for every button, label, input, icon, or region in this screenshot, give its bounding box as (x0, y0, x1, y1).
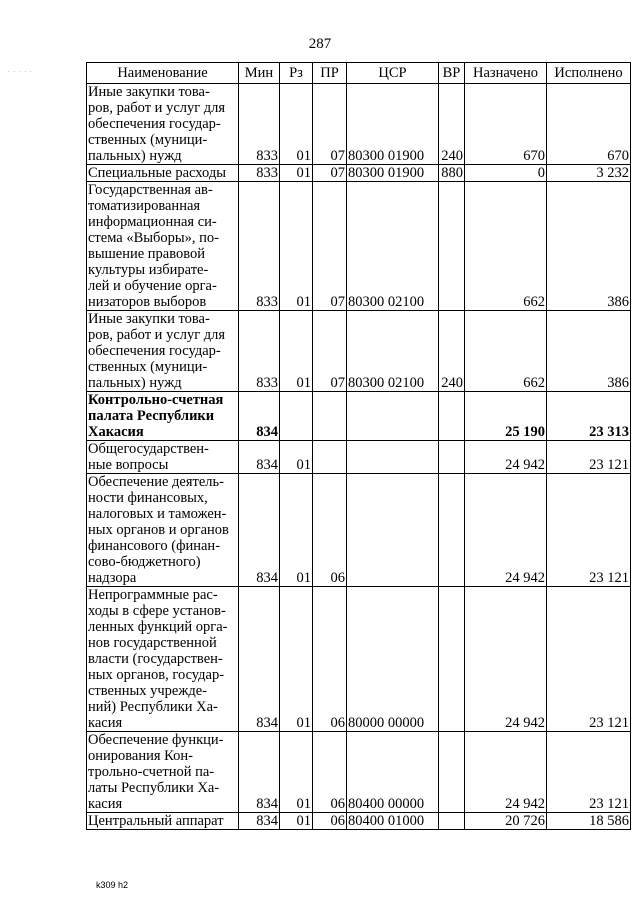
cell-vr (439, 587, 465, 732)
header-pr: ПР (313, 63, 347, 84)
cell-vr: 240 (439, 84, 465, 165)
cell-min: 833 (239, 165, 280, 182)
cell-assigned: 670 (465, 84, 547, 165)
cell-assigned: 24 942 (465, 732, 547, 813)
cell-rz: 01 (280, 165, 313, 182)
header-executed: Исполнено (547, 63, 631, 84)
cell-executed: 3 232 (547, 165, 631, 182)
cell-assigned: 662 (465, 311, 547, 392)
table-row (87, 474, 631, 587)
cell-rz: 01 (280, 813, 313, 830)
cell-rz: 01 (280, 441, 313, 474)
cell-executed: 386 (547, 182, 631, 311)
cell-csr: 80300 02100 (347, 182, 439, 311)
cell-min: 834 (239, 474, 280, 587)
cell-csr: 80300 01900 (347, 84, 439, 165)
cell-vr: 240 (439, 311, 465, 392)
cell-executed: 670 (547, 84, 631, 165)
header-name: Наименование (87, 63, 239, 84)
footer-code: k309 h2 (96, 880, 129, 890)
cell-csr: 80400 01000 (347, 813, 439, 830)
cell-pr: 07 (313, 311, 347, 392)
budget-table (86, 62, 631, 830)
cell-assigned: 24 942 (465, 441, 547, 474)
cell-vr (439, 732, 465, 813)
cell-pr: 07 (313, 165, 347, 182)
table-row (87, 587, 631, 732)
cell-pr: 06 (313, 732, 347, 813)
cell-executed: 23 121 (547, 587, 631, 732)
cell-min: 834 (239, 813, 280, 830)
table-body (87, 84, 631, 830)
cell-min: 834 (239, 732, 280, 813)
cell-pr (313, 392, 347, 441)
cell-min: 834 (239, 392, 280, 441)
cell-executed: 23 313 (547, 392, 631, 441)
table-row (87, 84, 631, 165)
cell-vr (439, 441, 465, 474)
cell-min: 833 (239, 84, 280, 165)
cell-min: 833 (239, 182, 280, 311)
cell-csr: 80300 01900 (347, 165, 439, 182)
cell-name: Контрольно-счетная палата Республики Хакасия (87, 392, 239, 441)
header-row (87, 63, 631, 84)
cell-assigned: 24 942 (465, 587, 547, 732)
cell-assigned: 25 190 (465, 392, 547, 441)
table-row (87, 441, 631, 474)
cell-vr (439, 182, 465, 311)
cell-rz: 01 (280, 311, 313, 392)
cell-rz: 01 (280, 587, 313, 732)
table-row (87, 165, 631, 182)
cell-executed: 23 121 (547, 441, 631, 474)
header-min: Мин (239, 63, 280, 84)
cell-csr (347, 441, 439, 474)
cell-executed: 23 121 (547, 732, 631, 813)
table-row (87, 311, 631, 392)
cell-csr (347, 474, 439, 587)
cell-pr: 07 (313, 84, 347, 165)
cell-rz: 01 (280, 84, 313, 165)
cell-assigned: 0 (465, 165, 547, 182)
cell-name: Центральный аппарат (87, 813, 239, 830)
cell-executed: 386 (547, 311, 631, 392)
header-rz: Рз (280, 63, 313, 84)
cell-rz: 01 (280, 474, 313, 587)
cell-name: Непрограммные рас- ходы в сфере установ- ленных функций орга- нов государственной власти (государствен- ных органов, государ- ственных учрежде- ний) Республики Ха- касия (87, 587, 239, 732)
cell-name: Иные закупки това- ров, работ и услуг для обеспечения государ- ственных (муници- пальных) нужд (87, 311, 239, 392)
cell-pr: 06 (313, 813, 347, 830)
table-row (87, 182, 631, 311)
cell-vr (439, 392, 465, 441)
table-row (87, 392, 631, 441)
cell-rz: 01 (280, 182, 313, 311)
cell-assigned: 20 726 (465, 813, 547, 830)
table-row (87, 732, 631, 813)
cell-name: Обеспечение деятель- ности финансовых, налоговых и таможен- ных органов и органов финансового (финан- сово-бюджетного) надзора (87, 474, 239, 587)
cell-name: Общегосударствен- ные вопросы (87, 441, 239, 474)
cell-csr (347, 392, 439, 441)
cell-assigned: 24 942 (465, 474, 547, 587)
cell-rz: 01 (280, 732, 313, 813)
cell-rz (280, 392, 313, 441)
cell-name: Государственная ав- томатизированная информационная си- стема «Выборы», по- вышение правовой культуры избирате- лей и обучение орга- низаторов выборов (87, 182, 239, 311)
cell-pr (313, 441, 347, 474)
cell-name: Обеспечение функци- онирования Кон- трольно-счетной па- латы Республики Ха- касия (87, 732, 239, 813)
cell-vr (439, 813, 465, 830)
page-number: 287 (308, 36, 332, 52)
table-row (87, 813, 631, 830)
cell-min: 834 (239, 441, 280, 474)
cell-pr: 06 (313, 474, 347, 587)
cell-csr: 80400 00000 (347, 732, 439, 813)
header-csr: ЦСР (347, 63, 439, 84)
cell-csr: 80300 02100 (347, 311, 439, 392)
cell-executed: 18 586 (547, 813, 631, 830)
scan-margin-mark: . . . . . (8, 66, 33, 74)
cell-min: 834 (239, 587, 280, 732)
header-vr: ВР (439, 63, 465, 84)
cell-min: 833 (239, 311, 280, 392)
header-assigned: Назначено (465, 63, 547, 84)
cell-name: Специальные расходы (87, 165, 239, 182)
cell-vr: 880 (439, 165, 465, 182)
cell-executed: 23 121 (547, 474, 631, 587)
cell-assigned: 662 (465, 182, 547, 311)
cell-vr (439, 474, 465, 587)
cell-pr: 07 (313, 182, 347, 311)
cell-name: Иные закупки това- ров, работ и услуг для обеспечения государ- ственных (муници- пальных) нужд (87, 84, 239, 165)
cell-pr: 06 (313, 587, 347, 732)
cell-csr: 80000 00000 (347, 587, 439, 732)
